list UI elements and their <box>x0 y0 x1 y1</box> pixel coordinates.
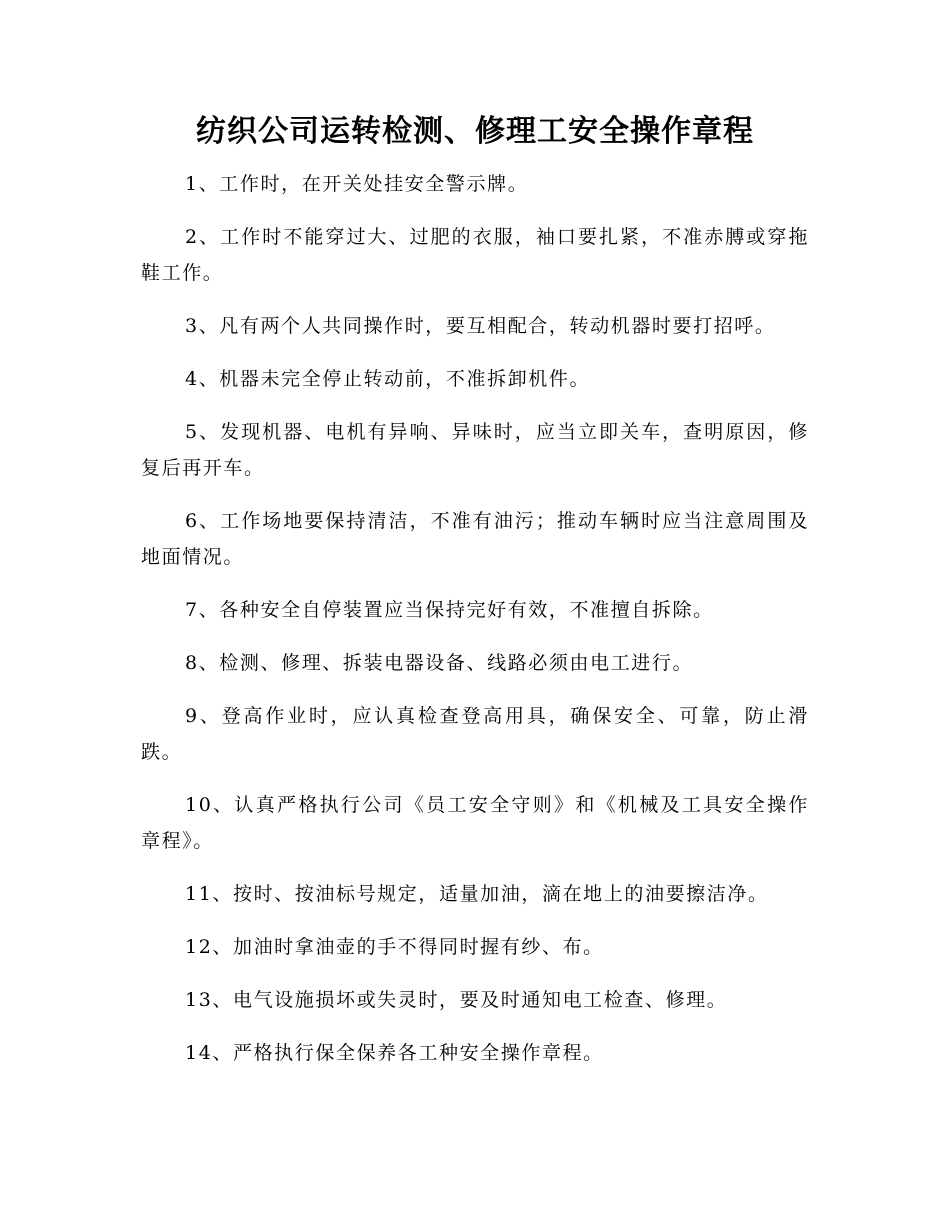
rule-item-12: 12、加油时拿油壶的手不得同时握有纱、布。 <box>185 936 604 958</box>
rule-item-11: 11、按时、按油标号规定，适量加油，滴在地上的油要擦洁净。 <box>185 883 769 905</box>
rule-item-13: 13、电气设施损坏或失灵时，要及时通知电工检查、修理。 <box>185 989 728 1011</box>
rule-item-4: 4、机器未完全停止转动前，不准拆卸机件。 <box>185 368 591 390</box>
rules-list <box>141 166 809 1088</box>
rule-item-3: 3、凡有两个人共同操作时，要互相配合，转动机器时要打招呼。 <box>185 315 776 337</box>
rule-item-7: 7、各种安全自停装置应当保持完好有效，不准擅自拆除。 <box>185 599 714 621</box>
document-title: 纺织公司运转检测、修理工安全操作章程 <box>196 114 754 149</box>
rule-item-1: 1、工作时，在开关处挂安全警示牌。 <box>185 173 529 195</box>
rule-item-5: 5、发现机器、电机有异响、异味时，应当立即关车，查明原因，修复后再开车。 <box>141 421 809 479</box>
rule-item-2: 2、工作时不能穿过大、过肥的衣服，袖口要扎紧，不准赤膊或穿拖鞋工作。 <box>141 226 809 284</box>
rule-item-9: 9、登高作业时，应认真检查登高用具，确保安全、可靠，防止滑跌。 <box>141 705 809 763</box>
rule-item-10: 10、认真严格执行公司《员工安全守则》和《机械及工具安全操作章程》。 <box>141 794 809 852</box>
rule-item-6: 6、工作场地要保持清洁，不准有油污；推动车辆时应当注意周围及地面情况。 <box>141 510 809 568</box>
rule-item-14: 14、严格执行保全保养各工种安全操作章程。 <box>185 1042 604 1064</box>
rule-item-8: 8、检测、修理、拆装电器设备、线路必须由电工进行。 <box>185 652 694 674</box>
